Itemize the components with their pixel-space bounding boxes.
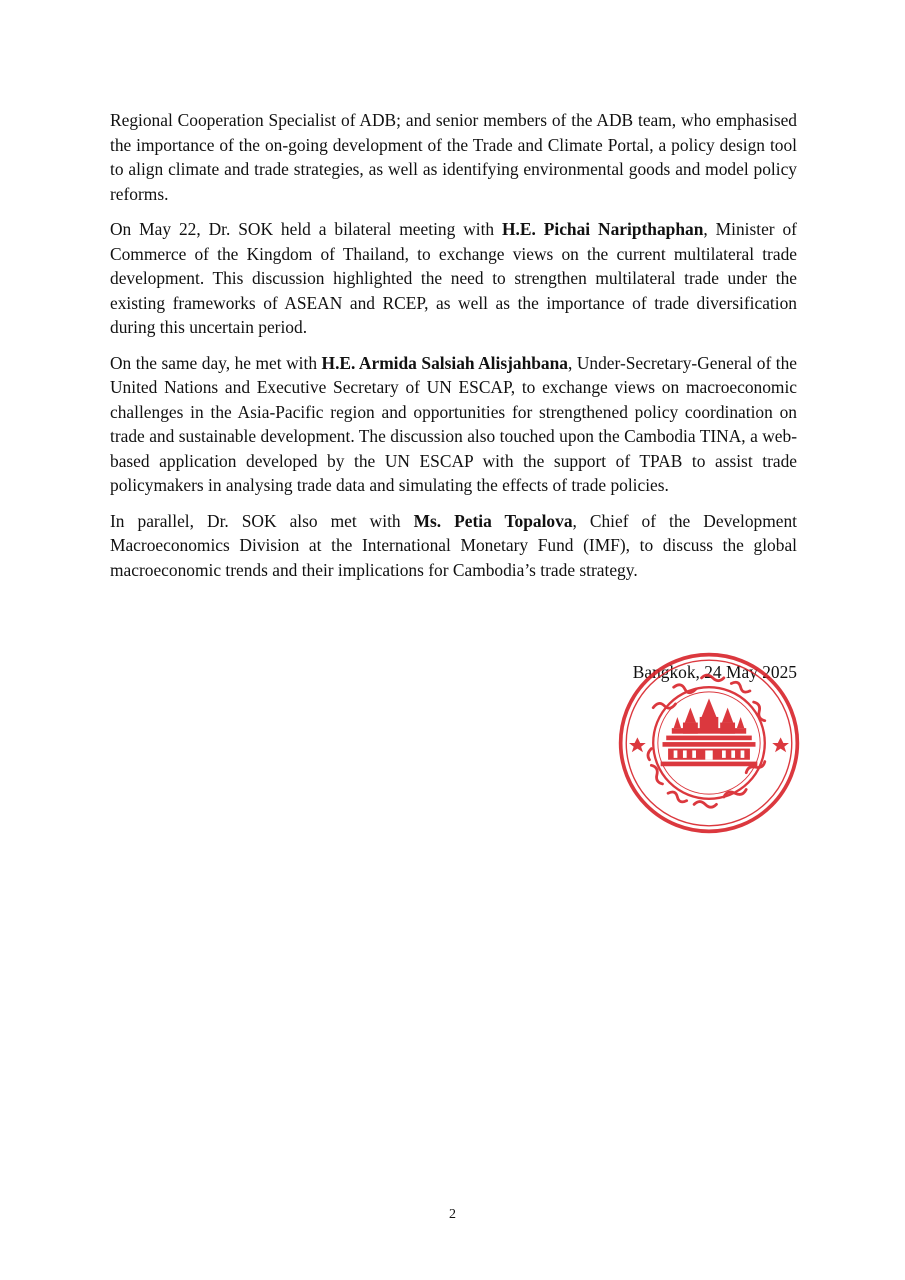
document-body	[110, 108, 797, 593]
paragraph-text: On May 22, Dr. SOK held a bilateral meeting with	[110, 219, 503, 239]
paragraph-escap-meeting	[110, 351, 797, 498]
person-name-bold: Ms. Petia Topalova	[413, 510, 573, 531]
person-name-bold: H.E. Armida Salsiah Alisjahbana	[321, 352, 568, 373]
person-name-bold: H.E. Pichai Naripthaphan	[502, 219, 704, 239]
official-seal-icon	[616, 650, 802, 836]
paragraph-text: In parallel, Dr. SOK also met with	[110, 510, 414, 531]
paragraph-text: Regional Cooperation Specialist of ADB; and senior members of the ADB team, who emphasised the importance of the on-going development of the Trade and Climate Portal, a policy design tool to align climate and trade strategies, as well as identifying environmental goods and model policy reforms.	[110, 110, 797, 204]
page-number: 2	[449, 1207, 456, 1222]
paragraph-text: , Minister of Commerce of the Kingdom of Thailand, to exchange views on the current multilateral trade development. This discussion highlighted the need to strengthen multilateral trade under the existing frameworks of ASEAN and RCEP, as well as the importance of trade diversification during this uncertain period.	[110, 219, 797, 337]
paragraph-text: , Chief of the Development Macroeconomics Division at the International Monetary Fund (IMF), to discuss the global macroeconomic trends and their implications for Cambodia’s trade strategy.	[110, 510, 797, 580]
paragraph-thailand-meeting	[110, 217, 797, 340]
paragraph-text: , Under-Secretary-General of the United Nations and Executive Secretary of UN ESCAP, to exchange views on macroeconomic challenges in the Asia-Pacific region and opportunities for strengthened policy coordination on trade and sustainable development. The discussion also touched upon the Cambodia TINA, a web-based application developed by the UN ESCAP with the support of TPAB to assist trade policymakers in analysing trade data and simulating the effects of trade policies.	[110, 352, 797, 495]
paragraph-text: On the same day, he met with	[110, 352, 322, 373]
place-and-date: Bangkok, 24 May 2025	[632, 662, 797, 682]
paragraph-imf-meeting	[110, 509, 797, 583]
paragraph-adb-meeting	[110, 108, 797, 206]
